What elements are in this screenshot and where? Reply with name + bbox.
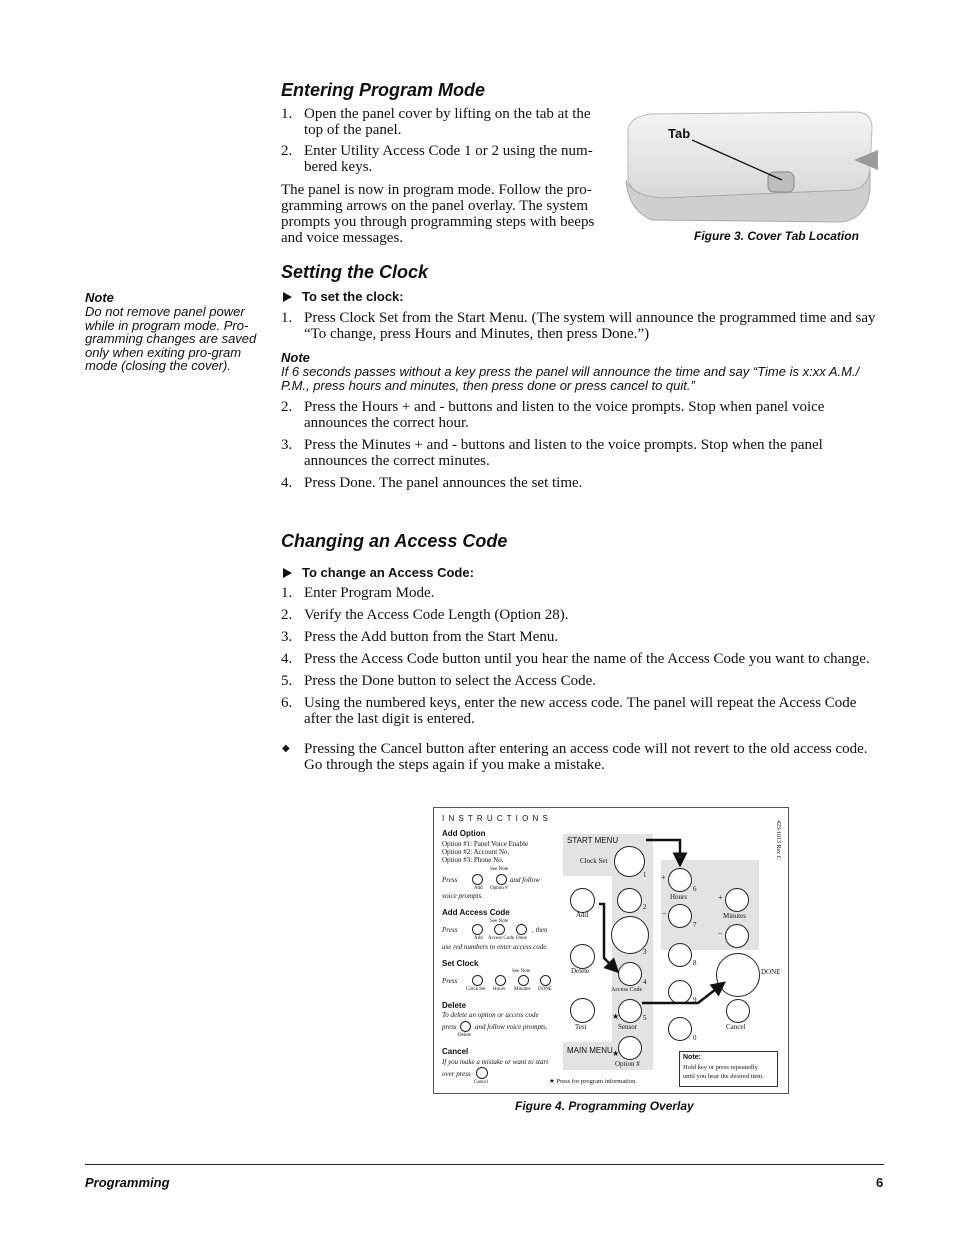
list-item: 2. Press the Hours + and - buttons and listen to the voice prompts. Stop when panel voice announces the correct hour. xyxy=(281,399,825,431)
programming-overlay xyxy=(433,807,789,1094)
press-text: Press xyxy=(442,926,458,934)
delete-title: Delete xyxy=(442,1001,467,1010)
tab-label: Tab xyxy=(668,126,691,141)
follow-text: and follow voice prompts. xyxy=(475,1023,548,1031)
digit-6: 6 xyxy=(693,885,697,893)
minus-icon: − xyxy=(718,929,723,938)
delete-text: To delete an option or access code xyxy=(442,1011,539,1019)
voice-text: voice prompts. xyxy=(442,892,483,900)
footer-rule xyxy=(85,1164,884,1165)
mini-label: Option # xyxy=(490,886,508,891)
add-option-line: Option #1: Panel Voice Enable xyxy=(442,840,529,848)
clock-set-label: Clock Set xyxy=(580,857,608,865)
star-icon: ★ xyxy=(612,1012,620,1021)
add-option-line: Option #2: Account No. xyxy=(442,848,510,856)
see-note: See Note xyxy=(490,919,509,924)
mini-label: Done xyxy=(516,936,527,941)
overlay-note-box xyxy=(679,1051,778,1087)
star-note: ★ Press for program information. xyxy=(549,1078,637,1085)
see-note: See Note xyxy=(490,867,509,872)
mini-label: DONE xyxy=(538,987,552,992)
overlay-note-line: until you hear the desired item. xyxy=(683,1073,764,1080)
digit-0: 0 xyxy=(693,1034,697,1042)
mini-label: Add xyxy=(474,886,483,891)
add-label: Add xyxy=(576,911,589,919)
mini-label: Hours xyxy=(493,987,506,992)
access-code-label: Access Code xyxy=(611,987,643,993)
minutes-label: Minutes xyxy=(723,912,746,920)
option-label: Option # xyxy=(615,1060,640,1068)
overlay-note-title: Note: xyxy=(683,1054,701,1061)
main-menu-label: MAIN MENU xyxy=(567,1046,613,1055)
figure4-caption: Figure 4. Programming Overlay xyxy=(515,1099,694,1113)
side-note-title: Note xyxy=(85,290,114,305)
list-item: 1. Open the panel cover by lifting on the tab at the top of the panel. xyxy=(281,106,591,138)
heading-changing-access-code: Changing an Access Code xyxy=(281,531,508,551)
mini-label: Cancel xyxy=(474,1080,488,1085)
side-note xyxy=(85,290,260,373)
done-label: DONE xyxy=(761,968,781,976)
plus-icon: + xyxy=(661,873,666,882)
list-item: 4. Press the Access Code button until you hear the name of the Access Code you want to change. xyxy=(281,651,870,667)
list-item: 4. Press Done. The panel announces the set time. xyxy=(281,475,583,491)
arrow-icon xyxy=(283,292,292,302)
list-item: 6. Using the numbered keys, enter the new access code. The panel will repeat the Access Code after the last digit is entered. xyxy=(281,695,857,727)
cancel-text: over press xyxy=(442,1070,471,1078)
heading-setting-the-clock: Setting the Clock xyxy=(281,262,429,282)
program-mode-steps xyxy=(281,106,607,175)
overlay-instructions-title: I N S T R U C T I O N S xyxy=(442,814,549,823)
mini-label: Delete xyxy=(458,1033,472,1038)
digit-7: 7 xyxy=(693,921,697,929)
star-icon: ★ xyxy=(612,1049,620,1058)
figure3-caption: Figure 3. Cover Tab Location xyxy=(694,229,859,243)
digit-4: 4 xyxy=(643,978,647,986)
bullet-note: ◆ Pressing the Cancel button after entering an access code will not revert to the old access code. Go through the steps again if you make a mistake. xyxy=(282,741,868,773)
delete-label: Delete xyxy=(571,967,590,975)
digit-9: 9 xyxy=(693,996,697,1004)
test-label: Test xyxy=(575,1023,587,1031)
cover-tab-photo xyxy=(622,110,880,228)
see-note: See Note xyxy=(512,969,531,974)
page-number: 6 xyxy=(876,1175,884,1190)
mini-label: Add xyxy=(474,936,483,941)
list-item: 2. Verify the Access Code Length (Option 28). xyxy=(281,607,569,623)
then-text: , then xyxy=(532,926,548,934)
arrow-icon xyxy=(283,568,292,578)
program-mode-paragraph: The panel is now in program mode. Follow the pro-gramming arrows on the panel overlay. The system prompts you through programming steps with beeps and voice messages. xyxy=(281,182,595,246)
footer-section: Programming xyxy=(85,1175,170,1190)
side-note-text: Do not remove panel power while in program mode. Pro-gramming changes are saved only when exiting pro-gram mode (closing the cover). xyxy=(85,304,257,373)
cancel-label: Cancel xyxy=(726,1023,746,1031)
start-menu-label: START MENU xyxy=(567,836,619,845)
rev-code: 423-1013 Rev C xyxy=(775,820,781,860)
plus-icon: + xyxy=(718,893,723,902)
press-text: Press xyxy=(442,876,458,884)
list-item: 1. Press Clock Set from the Start Menu. (The system will announce the programmed time and say “To change, press Hours and Minutes, then press Done.”) xyxy=(281,310,876,342)
add-option-title: Add Option xyxy=(442,829,486,838)
list-item: 1. Enter Program Mode. xyxy=(281,585,435,601)
procedure-change-code: To change an Access Code: xyxy=(281,565,474,580)
hours-label: Hours xyxy=(670,893,688,901)
clock-note: Note If 6 seconds passes without a key press the panel will announce the time and say “Time is x:xx A.M./ P.M., press hours and minutes, then press done or press cancel to quit.” xyxy=(281,350,881,392)
digit-1: 1 xyxy=(643,871,647,879)
clock-steps-a xyxy=(281,310,881,342)
add-access-title: Add Access Code xyxy=(442,908,510,917)
list-item: 3. Press the Add button from the Start Menu. xyxy=(281,629,559,645)
follow-text: and follow xyxy=(510,876,540,884)
diamond-bullet-icon: ◆ xyxy=(282,743,290,754)
sensor-label: Sensor xyxy=(618,1023,638,1031)
access-code-steps xyxy=(281,585,886,727)
digit-8: 8 xyxy=(693,959,697,967)
use-text: use red numbers to enter access code. xyxy=(442,943,549,951)
clock-note-text: If 6 seconds passes without a key press the panel will announce the time and say “Time is x:xx A.M./ P.M., press hours and minutes, then press done or press cancel to quit.” xyxy=(281,364,860,393)
minus-icon: − xyxy=(662,909,667,918)
clock-steps-b xyxy=(281,399,881,491)
procedure-set-clock: To set the clock: xyxy=(281,289,404,304)
set-clock-title: Set Clock xyxy=(442,959,479,968)
mini-label: Minutes xyxy=(514,987,531,992)
cancel-title: Cancel xyxy=(442,1047,469,1056)
press-text: Press xyxy=(442,977,458,985)
digit-2: 2 xyxy=(643,903,647,911)
add-option-line: Option #3: Phone No. xyxy=(442,856,504,864)
press-text: press xyxy=(442,1023,457,1031)
digit-3: 3 xyxy=(643,948,647,956)
list-item: 2. Enter Utility Access Code 1 or 2 using the num-bered keys. xyxy=(281,143,593,175)
overlay-note-line: Hold key or press repeatedly xyxy=(683,1064,758,1071)
heading-entering-program-mode: Entering Program Mode xyxy=(281,80,486,100)
mini-label: Clock Set xyxy=(466,987,486,992)
cancel-text: If you make a mistake or want to start xyxy=(442,1058,549,1066)
mini-label: Access Code xyxy=(488,936,514,941)
digit-5: 5 xyxy=(643,1014,647,1022)
list-item: 5. Press the Done button to select the Access Code. xyxy=(281,673,597,689)
list-item: 3. Press the Minutes + and - buttons and listen to the voice prompts. Stop when the panel announces the correct minutes. xyxy=(281,437,823,469)
